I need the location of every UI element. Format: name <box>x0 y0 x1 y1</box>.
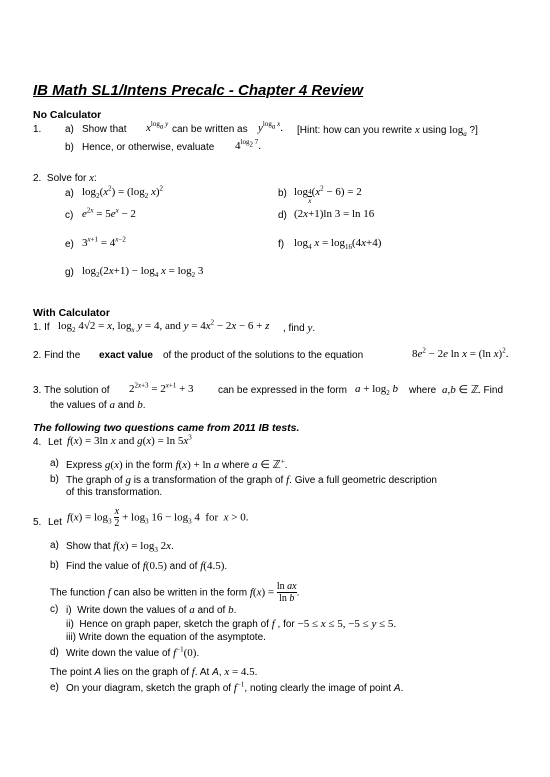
q1-number: 1. <box>33 124 42 135</box>
q5a-label: a) <box>50 540 59 551</box>
wc3-expr: $2^{2x+3} = 2^{x+1} + 3$ <box>129 381 194 395</box>
q5a-text: Show that $f(x) = \log_3 2x$. <box>66 540 174 555</box>
q2f-expr: $\log_4 x = \log_{16}(4x+4)$ <box>294 237 382 252</box>
q2a-expr: $\log_2(x^2) = (\log_2$ x)$^2$ <box>82 184 164 201</box>
wc1-suffix: , find y. <box>283 322 316 334</box>
q5d-label: d) <box>50 647 59 658</box>
q4-def: f(x) = 3ln x and $g(x) = \ln 5x^3$ <box>67 433 192 447</box>
q5e-label: e) <box>50 682 59 693</box>
q1a-mid: can be written as <box>172 124 248 135</box>
q2f-label: f) <box>278 239 285 250</box>
q2e-expr: $3^{x+1} = 4^{x-2}$ <box>82 235 126 249</box>
wc3-where: where <box>409 385 437 396</box>
q1a-hint: [Hint: how can you rewrite x using $\log_a$ ?] <box>297 124 478 139</box>
wc3-form: $a + \log_2 b$ <box>355 383 399 398</box>
q4b-label: b) <box>50 474 59 485</box>
q1b-label: b) <box>65 142 74 153</box>
q5b-label: b) <box>50 560 59 571</box>
wc2-prefix: 2. Find the <box>33 350 81 361</box>
q5c-iii: iii) Write down the equation of the asymptote. <box>66 632 266 643</box>
q1a-label: a) <box>65 124 74 135</box>
q1a-text: Show that <box>82 124 127 135</box>
q1b-text: Hence, or otherwise, evaluate <box>82 142 215 153</box>
q4a-label: a) <box>50 458 59 469</box>
wc3-end: . Find <box>478 385 504 396</box>
q5-number: 5. <box>33 517 42 528</box>
q2b-label: b) <box>278 188 287 199</box>
q2d-label: d) <box>278 210 287 221</box>
q2a-label: a) <box>65 188 74 199</box>
q5-let: Let <box>48 517 62 528</box>
page-title: IB Math SL1/Intens Precalc - Chapter 4 Review <box>33 82 364 99</box>
q5d-text: Write down the value of $f^{-1}(0)$. <box>66 645 200 659</box>
wc3-prefix: 3. The solution of <box>33 385 110 396</box>
q2b-expr: log $_{\frac{4}{x}}$ $(x^2 - 6) = 2$ <box>294 184 362 205</box>
wc3-middle: can be expressed in the form <box>218 385 347 396</box>
q4-number: 4. <box>33 437 42 448</box>
q1b-expr: $4^{log_2 7}$. <box>235 138 261 152</box>
q4a-text: Express g(x) in the form f(x) + ln a where a ∈ ℤ+. <box>66 457 288 471</box>
q5-def: $f(x) = \log_3$ $\frac{x}{2}$ + $\log_3 16 - \log_3 4$ for x > 0. <box>67 506 249 529</box>
wc3-line2: the values of a and b. <box>50 399 146 411</box>
q4b-text2: of this transformation. <box>66 487 163 498</box>
q4-let: Let <box>48 437 62 448</box>
q2c-expr: $e^{2x} = 5e^x - 2$ <box>82 206 136 220</box>
q2g-expr: $\log_2(2x+1) - \log_4 x = \log_2 3$ <box>82 265 204 280</box>
q1a-expr2: $y^{log_a x}$. <box>258 120 283 134</box>
q2d-expr: (2x+1)ln 3 = ln 16 <box>294 208 375 220</box>
section-with-calculator: With Calculator <box>33 307 110 319</box>
q5-point-text: The point A lies on the graph of f. At A, x = 4.5. <box>50 666 258 678</box>
wc3-set: a,b ∈ ℤ <box>442 384 480 396</box>
q5b-text: Find the value of f(0.5) and of f(4.5). <box>66 560 228 572</box>
q5c-label: c) <box>50 604 59 615</box>
q1a-expr1: $x^{log_a y}$ <box>146 120 169 134</box>
q2e-label: e) <box>65 239 74 250</box>
q2c-label: c) <box>65 210 74 221</box>
q5c-i: i) Write down the values of a and of b. <box>66 604 237 616</box>
ib-header: The following two questions came from 2011 IB tests. <box>33 422 300 434</box>
q4b-text1: The graph of g is a transformation of the graph of f. Give a full geometric description <box>66 474 437 486</box>
wc1-prefix: 1. If <box>33 322 50 333</box>
q5e-text: On your diagram, sketch the graph of $f^{-1}$, noting clearly the image of point A. <box>66 680 404 694</box>
q2g-label: g) <box>65 267 74 278</box>
wc2-middle: of the product of the solutions to the equation <box>163 350 364 361</box>
q5c-ii: ii) Hence on graph paper, sketch the graph of f , for −5 ≤ x ≤ 5, −5 ≤ y ≤ 5. <box>66 618 397 630</box>
section-no-calculator: No Calculator <box>33 109 102 121</box>
q5-alt-text: The function f can also be written in the form f(x) = $\frac{\text{ln ax}}{\text{ln b}}$ . <box>50 581 300 604</box>
wc2-expr: $8e^2 - 2e$ ln x = (ln x)$^2$. <box>412 346 509 360</box>
wc2-bold: exact value <box>99 350 153 361</box>
q2-intro: 2. Solve for x: <box>33 172 97 184</box>
wc1-expr: $\log_2 4√2 = x$, $\log_x y = 4$, and $y = 4x^2 - 2x - 6 + z$ <box>58 318 270 335</box>
